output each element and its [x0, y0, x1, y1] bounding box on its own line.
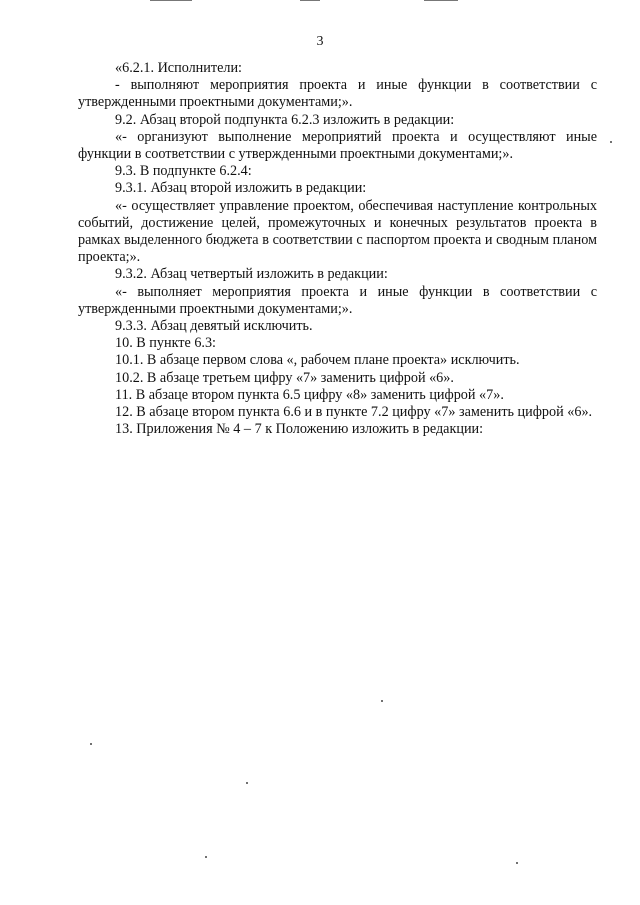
- paragraph: «- выполняет мероприятия проекта и иные функции в соответствии с утвержденными проектными документами;».: [78, 283, 597, 317]
- paragraph: 9.3.3. Абзац девятый исключить.: [115, 318, 313, 335]
- scan-speck: [246, 782, 248, 784]
- paragraph: 10.2. В абзаце третьем цифру «7» заменить цифрой «6».: [115, 369, 454, 386]
- scan-speck: [610, 141, 612, 143]
- scan-artifact-line: [424, 0, 458, 1]
- scan-artifact-line: [150, 0, 192, 1]
- scan-speck: [381, 700, 383, 702]
- scan-speck: [516, 862, 518, 864]
- paragraph: 13. Приложения № 4 – 7 к Положению изложить в редакции:: [115, 421, 484, 438]
- paragraph: 9.2. Абзац второй подпункта 6.2.3 изложить в редакции:: [115, 111, 455, 128]
- paragraph: 9.3.1. Абзац второй изложить в редакции:: [115, 180, 367, 197]
- paragraph: 10.1. В абзаце первом слова «, рабочем плане проекта» исключить.: [115, 352, 520, 369]
- paragraph: 12. В абзаце втором пункта 6.6 и в пункте 7.2 цифру «7» заменить цифрой «6».: [115, 404, 593, 421]
- paragraph: 10. В пункте 6.3:: [115, 335, 216, 352]
- paragraph: 9.3.2. Абзац четвертый изложить в редакции:: [115, 266, 388, 283]
- paragraph: «- осуществляет управление проектом, обеспечивая наступление контрольных событий, достижение целей, промежуточных и конечных результатов проекта в рамках выделенного бюджета в соответствии с паспортом проекта и сводным планом проекта;».: [78, 197, 597, 266]
- scan-artifact-line: [300, 0, 320, 1]
- page-number: 3: [316, 34, 324, 49]
- scan-speck: [205, 856, 207, 858]
- paragraph: 9.3. В подпункте 6.2.4:: [115, 163, 252, 180]
- paragraph: - выполняют мероприятия проекта и иные функции в соответствии с утвержденными проектными документами;».: [78, 77, 597, 111]
- paragraph: 11. В абзаце втором пункта 6.5 цифру «8» заменить цифрой «7».: [115, 386, 504, 403]
- paragraph: «- организуют выполнение мероприятий проекта и осуществляют иные функции в соответствии с утвержденными проектными документами;».: [78, 128, 597, 163]
- scan-speck: [90, 743, 92, 745]
- document-body: [78, 60, 597, 438]
- paragraph: «6.2.1. Исполнители:: [115, 60, 242, 76]
